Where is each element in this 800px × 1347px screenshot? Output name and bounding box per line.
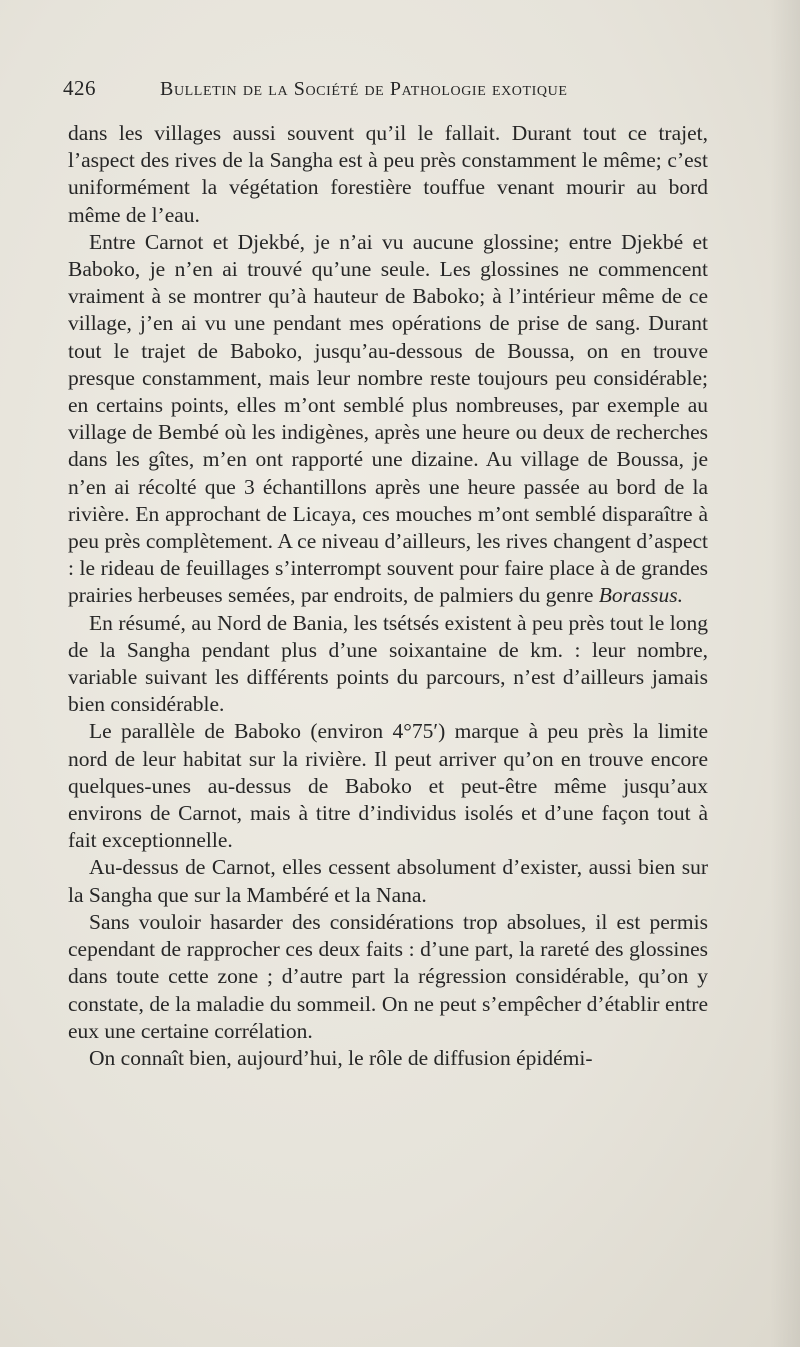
genus-name: Borassus. (598, 583, 683, 608)
paragraph-2 (68, 229, 708, 610)
paragraph-5: Au-dessus de Carnot, elles cessent absolument d’exister, aussi bien sur la Sangha que sur la Mambéré et la Nana. (68, 855, 708, 907)
page-edge-shadow (770, 0, 800, 1347)
paragraph-2-text: Entre Carnot et Djekbé, je n’ai vu aucune glossine; entre Djekbé et Baboko, je n’en ai trouvé qu’une seule. Les glossines ne commencent vraiment à se montrer qu’à hauteur de Baboko; à l’intérieur même de ce village, j’en ai vu une pendant mes opérations de prise de sang. Durant tout le trajet de Baboko, jusqu’au-dessous de Boussa, on en trouve presque constamment, mais leur nombre reste toujours peu considérable; en certains points, elles m’ont semblé plus nombreuses, par exemple au village de Bembé où les indigènes, après une heure ou deux de recherches dans les gîtes, m’en ont rapporté une dizaine. Au village de Boussa, je n’en ai récolté que 3 échantillons après une heure passée au bord de la rivière. En approchant de Licaya, ces mouches m’ont semblé disparaître à peu près complètement. A ce niveau d’ailleurs, les rives changent d’aspect : le rideau de feuillages s’interrompt souvent pour faire place à de grandes prairies herbeuses semées, par endroits, de palmiers du genre (68, 229, 708, 608)
page-number: 426 (63, 76, 96, 100)
paragraph-6: Sans vouloir hasarder des considérations trop absolues, il est permis cependant de rapprocher ces deux faits : d’une part, la rareté des glossines dans toute cette zone ; d’autre part la régression considérable, qu’on y constate, de la maladie du sommeil. On ne peut s’empêcher d’établir entre eux une certaine corrélation. (68, 909, 708, 1043)
paragraph-7: On connaît bien, aujourd’hui, le rôle de diffusion épidémi- (89, 1045, 593, 1070)
paragraph-3: En résumé, au Nord de Bania, les tsétsés existent à peu près tout le long de la Sangha pendant plus d’une soixantaine de km. : leur nombre, variable suivant les différents points du parcours, n’est d’ailleurs jamais bien considérable. (68, 610, 708, 717)
body-text (68, 120, 708, 1072)
running-head: Bulletin de la Société de Pathologie exotique (160, 78, 568, 100)
page-header (63, 76, 723, 106)
paragraph-4: Le parallèle de Baboko (environ 4°75′) marque à peu près la limite nord de leur habitat sur la rivière. Il peut arriver qu’on en trouve encore quelques-unes au-dessus de Baboko et peut-être même jusqu’aux environs de Carnot, mais à titre d’individus isolés et d’une façon tout à fait exceptionnelle. (68, 719, 708, 853)
paragraph-1: dans les villages aussi souvent qu’il le fallait. Durant tout ce trajet, l’aspect des rives de la Sangha est à peu près constamment le même; c’est uniformément la végétation forestière touffue venant mourir au bord même de l’eau. (68, 121, 708, 227)
